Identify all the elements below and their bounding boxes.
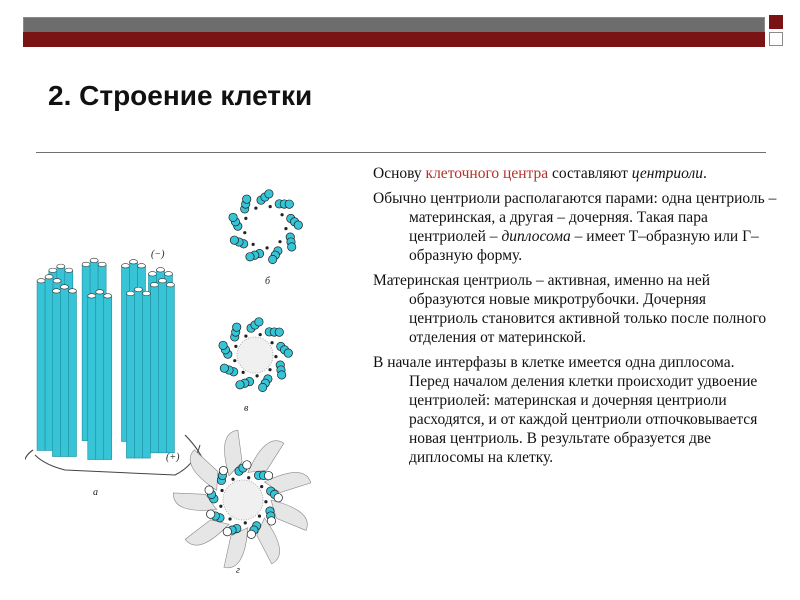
term-centrioles: центриоли [631,165,704,182]
centriole-cross-section-b [229,190,303,264]
microtubule-dot [268,255,276,263]
centriole-figure [25,165,375,595]
linker-dot [254,206,257,209]
corner-square-filled [769,15,783,29]
tubule [166,285,174,453]
tubule-cap [148,272,156,276]
linker-dot [280,213,283,216]
tubule [88,296,96,460]
microtubule-dot [285,200,293,208]
microtubule-dot [236,381,244,389]
tubule-cap [49,268,57,272]
microtubule-dot [265,190,273,198]
linker-dot [247,476,250,479]
tubule-cap [82,262,90,266]
tubule [60,287,68,457]
tubule-cap [68,289,76,293]
centriole-illustration [25,165,375,595]
figure-label-a: а [93,487,98,498]
tubule-cap [60,285,68,289]
linker-dot [234,345,237,348]
tubule-cap [150,283,158,287]
microtubule-dot [233,323,241,331]
tubule-cap [98,262,106,266]
term-cell-center: клеточного центра [425,165,549,182]
tubule-cap [138,264,146,268]
microtubule-dot [274,494,282,502]
figure-label-plus-end: (+) [166,452,180,463]
tubule-cap [166,283,174,287]
satellite-spoke [185,520,229,545]
tubule [96,292,104,460]
tubule [104,296,112,460]
tubule [158,281,166,453]
tubule-cap [156,268,164,272]
linker-dot [269,205,272,208]
term-diplosome: диплосома [501,228,571,245]
slide-title: 2. Строение клетки [48,80,313,111]
paragraph-4: В начале интерфазы в клетке имеется одна диплосома. Перед началом деления клетки происходит удвоение центриолей: материнская и дочерняя центриоли расходятся, и от каждой центриоли отпочковывается новая центриоль. В результате образуется две диплосомы на клетку. [373,354,758,466]
figure-label-minus-end: (−) [151,249,165,260]
tubule-cap [122,264,130,268]
tubule-cap [53,279,61,283]
paragraph-1 [373,164,778,183]
linker-dot [274,355,277,358]
linker-dot [255,374,258,377]
body-text [373,164,778,473]
tubule-cap [164,272,172,276]
microtubule-dot [267,517,275,525]
figure-label-b: б [265,276,271,287]
linker-dot [219,505,222,508]
microtubule-dot [243,195,251,203]
linker-dot [228,517,231,520]
microtubule-dot [219,341,227,349]
linker-dot [284,227,287,230]
tubule-cap [37,279,45,283]
satellite-spoke [271,500,307,530]
centriole-cylinder-a [37,258,174,459]
linker-dot [233,359,236,362]
tubule-cap [57,264,65,268]
linker-dot [244,521,247,524]
microtubule-dot [284,349,292,357]
tubule [37,281,45,451]
linker-dot [242,371,245,374]
microtubule-dot [205,486,213,494]
linker-dot [260,485,263,488]
microtubule-dot [247,530,255,538]
tubule-cap [104,294,112,298]
tubule [126,293,134,458]
ring-hub [237,337,273,373]
linker-dot [264,500,267,503]
microtubule-dot [275,328,283,336]
figure-label-g: г [236,565,240,576]
centriole-cross-section-v [219,318,293,392]
p1-text-a: Основу [373,165,426,182]
tubule-cap [130,260,138,264]
title-divider [36,152,766,153]
linker-dot [231,478,234,481]
tubule-cap [90,258,98,262]
header-accent-bar [23,32,765,47]
linker-dot [268,368,271,371]
ring-hub [223,480,263,520]
microtubule-dot [258,383,266,391]
linker-dot [270,341,273,344]
p2-text-a: Обычно центриоли располагаются парами: одна центриоль – материнская, а другая – дочерняя. Такая пара центриолей – [373,190,777,245]
linker-dot [244,217,247,220]
microtubule-dot [278,371,286,379]
linker-dot [278,240,281,243]
tubule-cap [134,287,142,291]
tubule-cap [126,291,134,295]
microtubule-dot [223,527,231,535]
p1-text-b: составляют [548,165,632,182]
p2-text-b: – имеет Т–образную или Г–образную форму. [409,228,759,264]
linker-dot [258,514,261,517]
microtubule-dot [206,510,214,518]
linker-dot [244,334,247,337]
satellite-spoke [248,441,284,473]
microtubule-dot [264,471,272,479]
tubule [68,291,76,457]
satellite-spoke [190,450,218,491]
tubule-cap [45,275,53,279]
corner-square-outline [769,32,783,46]
microtubule-dot [230,236,238,244]
tubule-cap [88,294,96,298]
tubule-cap [65,268,73,272]
microtubule-dot [220,364,228,372]
tubule [52,291,60,457]
tubule-cap [52,289,60,293]
linker-dot [259,333,262,336]
linker-dot [220,489,223,492]
tubule [45,277,53,451]
linker-dot [265,246,268,249]
tubule-cap [96,290,104,294]
tubule-cap [158,279,166,283]
tubule [134,289,142,458]
microtubule-dot [219,466,227,474]
linker-dot [252,243,255,246]
p1-text-c: . [703,165,707,182]
microtubule-dot [255,318,263,326]
microtubule-dot [294,221,302,229]
microtubule-dot [246,253,254,261]
centriole-cross-section-g [173,430,311,568]
figure-label-v: в [244,403,249,414]
tubule-cap [142,291,150,295]
microtubule-dot [243,461,251,469]
paragraph-3: Материнская центриоль – активная, именно на ней образуются новые микротрубочки. Дочерняя центриоль становится активной только после полного отделения от материнской. [373,272,767,346]
paragraph-2 [373,189,778,265]
tubule [150,285,158,453]
linker-dot [243,231,246,234]
microtubule-dot [229,213,237,221]
microtubule-dot [288,243,296,251]
tubule [142,293,150,458]
